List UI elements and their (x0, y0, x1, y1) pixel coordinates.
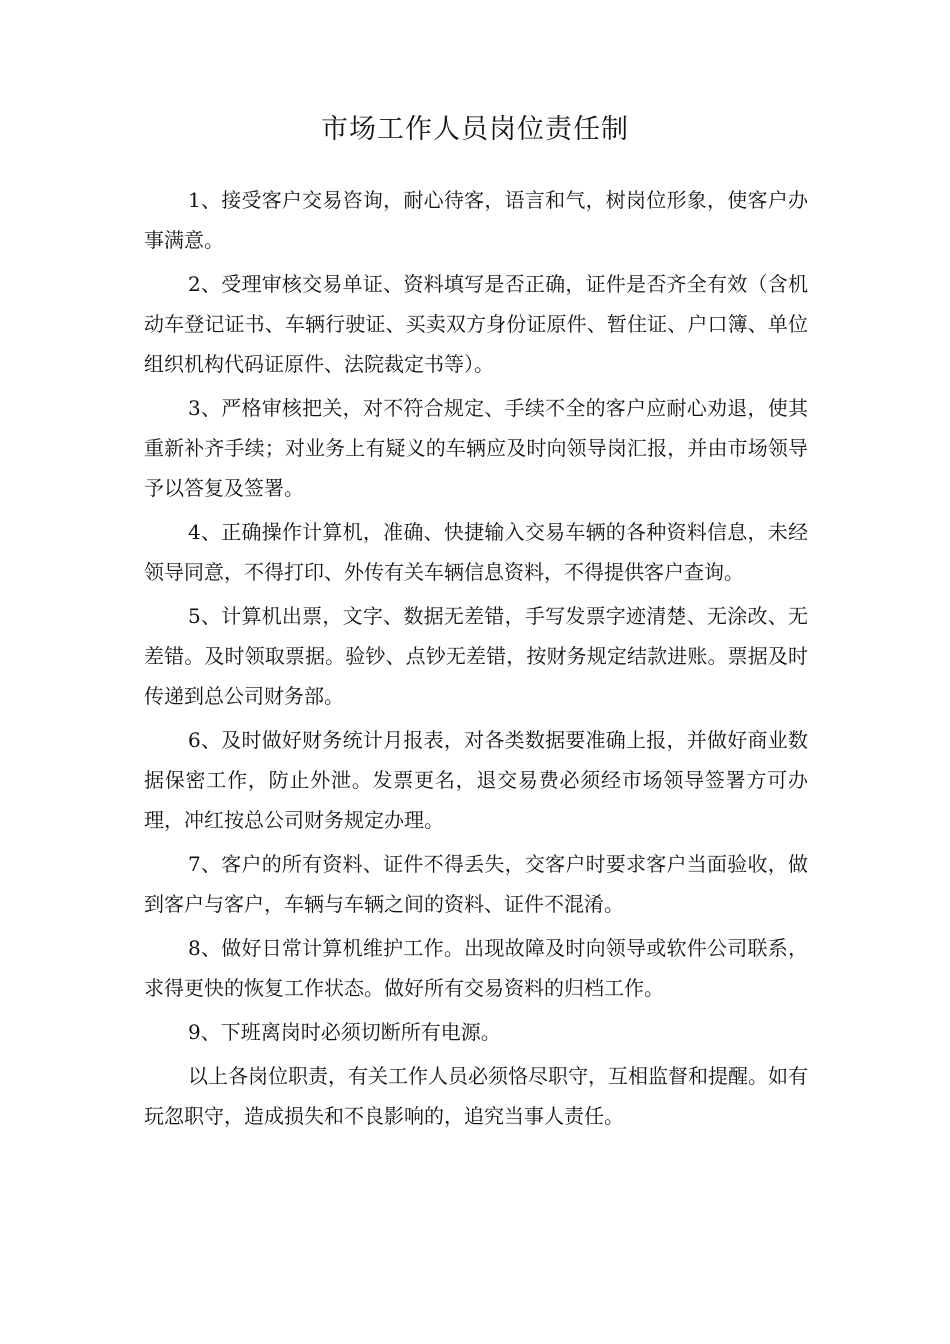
paragraph-6: 6、及时做好财务统计月报表，对各类数据要准确上报，并做好商业数据保密工作，防止外泄。发票更名，退交易费必须经市场领导签署方可办理，冲红按总公司财务规定办理。 (144, 728, 808, 832)
document-title: 市场工作人员岗位责任制 (321, 114, 629, 145)
paragraph-2: 2、受理审核交易单证、资料填写是否正确，证件是否齐全有效（含机动车登记证书、车辆行驶证、买卖双方身份证原件、暂住证、户口簿、单位组织机构代码证原件、法院裁定书等）。 (144, 272, 808, 376)
closing-paragraph: 以上各岗位职责，有关工作人员必须恪尽职守，互相监督和提醒。如有玩忽职守，造成损失和不良影响的，追究当事人责任。 (144, 1064, 808, 1128)
paragraph-8: 8、做好日常计算机维护工作。出现故障及时向领导或软件公司联系，求得更快的恢复工作状态。做好所有交易资料的归档工作。 (144, 936, 808, 1000)
paragraph-5: 5、计算机出票，文字、数据无差错，手写发票字迹清楚、无涂改、无差错。及时领取票据。验钞、点钞无差错，按财务规定结款进账。票据及时传递到总公司财务部。 (144, 604, 808, 708)
paragraph-9: 9、下班离岗时必须切断所有电源。 (188, 1020, 501, 1044)
document-body (144, 180, 808, 1136)
paragraph-4: 4、正确操作计算机，准确、快捷输入交易车辆的各种资料信息，未经领导同意，不得打印、外传有关车辆信息资料，不得提供客户查询。 (144, 520, 808, 584)
paragraph-1: 1、接受客户交易咨询，耐心待客，语言和气，树岗位形象，使客户办事满意。 (144, 188, 808, 252)
paragraph-3: 3、严格审核把关，对不符合规定、手续不全的客户应耐心劝退，使其重新补齐手续；对业务上有疑义的车辆应及时向领导岗汇报，并由市场领导予以答复及签署。 (144, 396, 808, 500)
paragraph-7: 7、客户的所有资料、证件不得丢失，交客户时要求客户当面验收，做到客户与客户，车辆与车辆之间的资料、证件不混淆。 (144, 852, 808, 916)
